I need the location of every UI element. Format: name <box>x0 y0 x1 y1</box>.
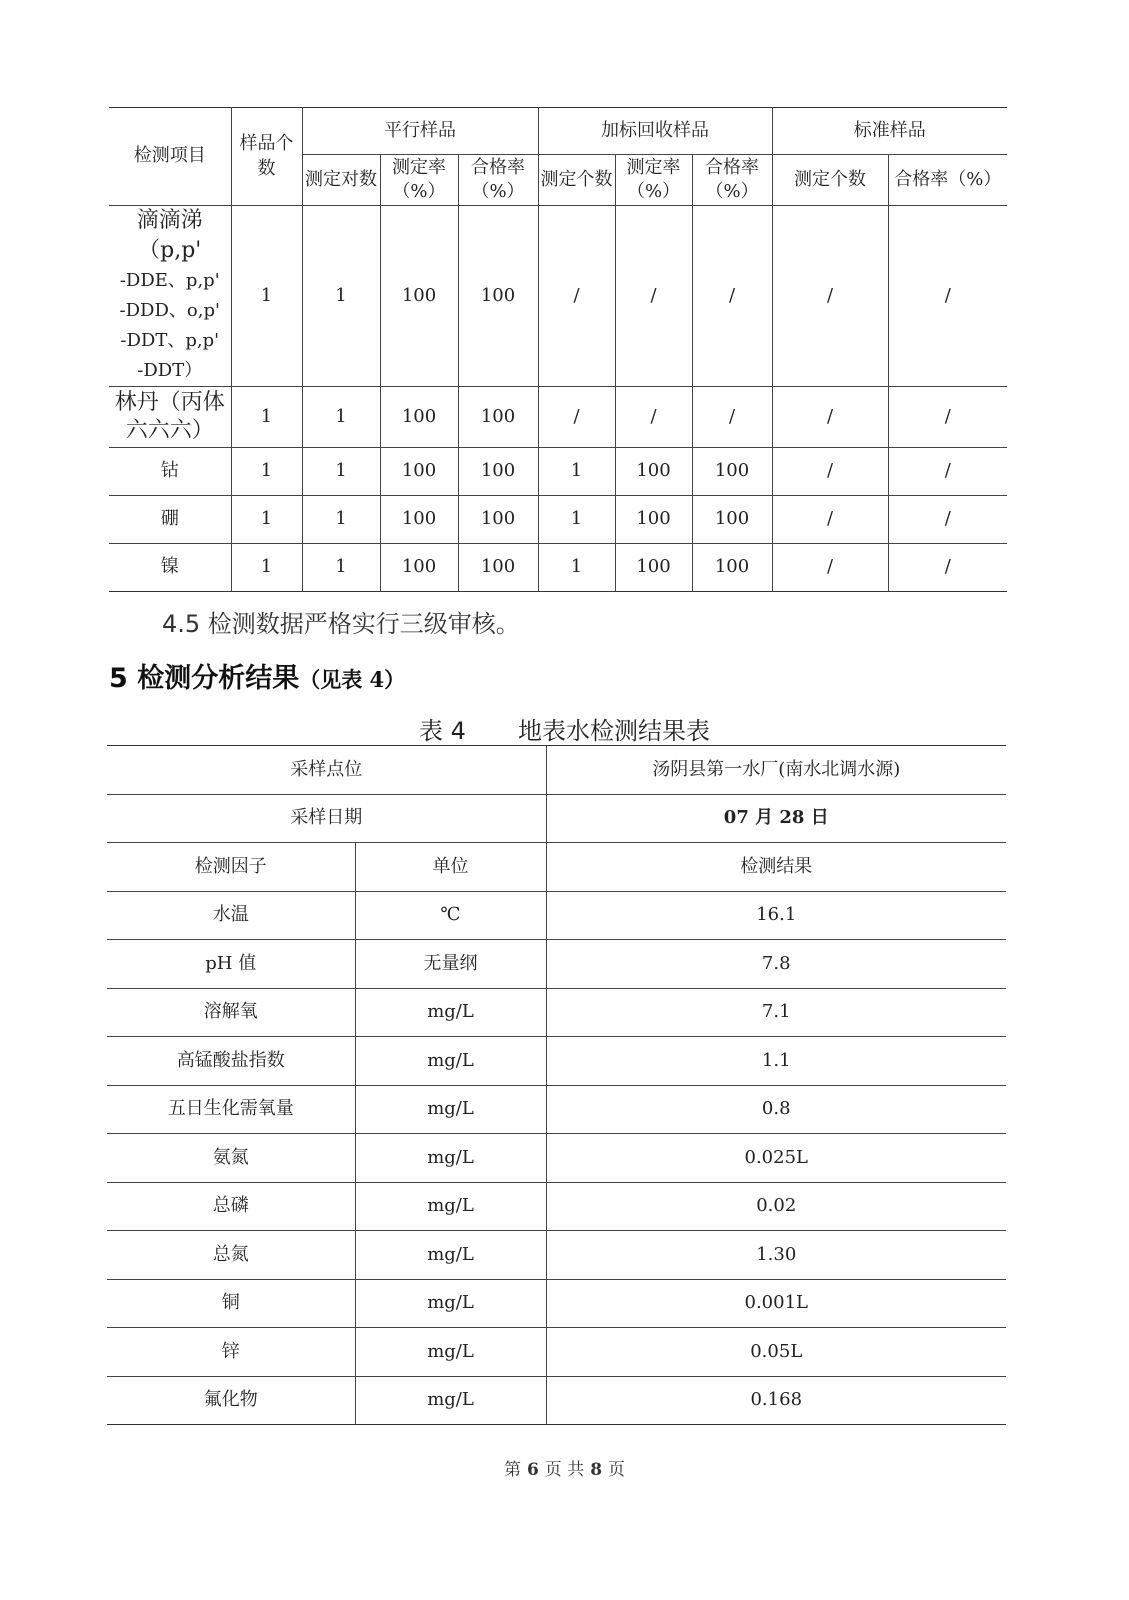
footer-suffix: 页 <box>608 1460 626 1480</box>
qc-cell: 100 <box>380 387 458 448</box>
qc-cell: / <box>692 206 772 387</box>
header-std-count: 测定个数 <box>772 155 888 206</box>
qc-cell: 100 <box>380 544 458 592</box>
result-cell: 0.168 <box>546 1376 1006 1425</box>
qc-cell: 100 <box>692 448 772 496</box>
qc-cell: 1 <box>231 496 302 544</box>
qc-item: 钴 <box>109 448 231 496</box>
unit-cell: 无量纲 <box>355 940 546 989</box>
qc-cell: 100 <box>458 448 538 496</box>
qc-cell: 100 <box>380 448 458 496</box>
table-row <box>107 1231 1006 1280</box>
factor-cell: 溶解氧 <box>107 988 355 1037</box>
qc-item: 镍 <box>109 544 231 592</box>
date-row <box>107 794 1006 843</box>
qc-cell: 100 <box>380 496 458 544</box>
unit-cell: mg/L <box>355 1279 546 1328</box>
qc-cell: / <box>615 206 692 387</box>
qc-cell: 1 <box>538 496 615 544</box>
result-cell: 7.8 <box>546 940 1006 989</box>
qc-cell: 1 <box>538 544 615 592</box>
table-row <box>107 1376 1006 1425</box>
qc-cell: / <box>772 387 888 448</box>
table-row <box>107 1182 1006 1231</box>
qc-row <box>109 206 1007 387</box>
qc-cell: 100 <box>380 206 458 387</box>
qc-cell: 100 <box>615 544 692 592</box>
table-caption <box>0 711 1129 746</box>
unit-cell: mg/L <box>355 1134 546 1183</box>
header-spike-count: 测定个数 <box>538 155 615 206</box>
result-cell: 16.1 <box>546 891 1006 940</box>
item-line: 林丹（丙体 <box>114 390 225 415</box>
result-cell: 0.001L <box>546 1279 1006 1328</box>
qc-cell: 100 <box>692 544 772 592</box>
qc-cell: 100 <box>458 206 538 387</box>
unit-cell: mg/L <box>355 1231 546 1280</box>
section-number: 5 <box>109 663 128 694</box>
table-row <box>107 1328 1006 1377</box>
factor-cell: 锌 <box>107 1328 355 1377</box>
factor-cell: 铜 <box>107 1279 355 1328</box>
header-std-pass-rate: 合格率（%） <box>888 155 1007 206</box>
result-cell: 1.1 <box>546 1037 1006 1086</box>
header-parallel: 平行样品 <box>302 108 538 155</box>
section-ref: （见表 4） <box>299 667 406 692</box>
qc-cell: / <box>888 206 1007 387</box>
factor-cell: 氟化物 <box>107 1376 355 1425</box>
col-result-header: 检测结果 <box>546 843 1006 892</box>
result-cell: 0.02 <box>546 1182 1006 1231</box>
header-standard: 标准样品 <box>772 108 1007 155</box>
item-line: -DDE、p,p' <box>119 270 220 291</box>
unit-cell: mg/L <box>355 1085 546 1134</box>
factor-cell: 五日生化需氧量 <box>107 1085 355 1134</box>
qc-cell: 1 <box>302 496 380 544</box>
qc-table <box>109 107 1007 592</box>
qc-cell: 1 <box>231 544 302 592</box>
qc-cell: 1 <box>538 448 615 496</box>
qc-cell: 1 <box>302 206 380 387</box>
table-caption-title: 地表水检测结果表 <box>517 717 710 745</box>
qc-cell: / <box>888 544 1007 592</box>
item-line: 六六六） <box>125 418 214 443</box>
qc-cell: 100 <box>615 448 692 496</box>
qc-cell: 100 <box>615 496 692 544</box>
factor-cell: 总氮 <box>107 1231 355 1280</box>
item-line: -DDT） <box>137 360 203 381</box>
result-cell: 0.05L <box>546 1328 1006 1377</box>
qc-cell: / <box>772 544 888 592</box>
footer-prefix: 第 <box>503 1460 521 1480</box>
qc-cell: / <box>888 496 1007 544</box>
qc-cell: / <box>772 206 888 387</box>
qc-cell: / <box>772 496 888 544</box>
qc-row <box>109 448 1007 496</box>
qc-cell: 1 <box>302 448 380 496</box>
qc-row <box>109 387 1007 448</box>
qc-cell: 1 <box>302 544 380 592</box>
page-footer <box>0 1455 1129 1480</box>
col-unit-header: 单位 <box>355 843 546 892</box>
qc-cell: / <box>888 387 1007 448</box>
table-row <box>107 1037 1006 1086</box>
header-pair-count: 测定对数 <box>302 155 380 206</box>
qc-cell: 100 <box>458 387 538 448</box>
unit-cell: ℃ <box>355 891 546 940</box>
column-header-row <box>107 843 1006 892</box>
qc-cell: 100 <box>458 496 538 544</box>
qc-item-lindane <box>109 387 231 448</box>
header-spike-measure-rate: 测定率（%） <box>615 155 692 206</box>
footer-total-pages: 8 <box>590 1460 603 1480</box>
result-cell: 0.8 <box>546 1085 1006 1134</box>
section-title: 检测分析结果 <box>137 663 300 694</box>
header-spike: 加标回收样品 <box>538 108 772 155</box>
unit-cell: mg/L <box>355 1037 546 1086</box>
audit-note: 4.5 检测数据严格实行三级审核。 <box>162 610 520 638</box>
qc-cell: 1 <box>231 206 302 387</box>
item-line: 滴滴涕（p,p' <box>136 208 203 263</box>
qc-item-ddt <box>109 206 231 387</box>
header-sample-count: 样品个数 <box>231 108 302 206</box>
qc-cell: 100 <box>692 496 772 544</box>
unit-cell: mg/L <box>355 1376 546 1425</box>
factor-cell: 总磷 <box>107 1182 355 1231</box>
unit-cell: mg/L <box>355 1328 546 1377</box>
results-table <box>107 745 1006 1425</box>
table-row <box>107 1134 1006 1183</box>
item-line: -DDD、o,p' <box>119 300 220 321</box>
factor-cell: 氨氮 <box>107 1134 355 1183</box>
table-row <box>107 1279 1006 1328</box>
result-cell: 7.1 <box>546 988 1006 1037</box>
unit-cell: mg/L <box>355 1182 546 1231</box>
site-row <box>107 746 1006 795</box>
date-value: 07 月 28 日 <box>546 794 1006 843</box>
unit-cell: mg/L <box>355 988 546 1037</box>
table-row <box>107 940 1006 989</box>
header-spike-pass-rate: 合格率（%） <box>692 155 772 206</box>
section-heading <box>109 656 405 695</box>
qc-row <box>109 544 1007 592</box>
qc-row <box>109 496 1007 544</box>
table-row <box>107 891 1006 940</box>
qc-cell: / <box>615 387 692 448</box>
factor-cell: pH 值 <box>107 940 355 989</box>
qc-item: 硼 <box>109 496 231 544</box>
result-cell: 0.025L <box>546 1134 1006 1183</box>
table-caption-label: 表 4 <box>419 717 466 745</box>
qc-cell: / <box>692 387 772 448</box>
footer-middle: 页 共 <box>544 1460 585 1480</box>
header-item: 检测项目 <box>109 108 231 206</box>
qc-cell: 1 <box>231 448 302 496</box>
header-pass-rate: 合格率（%） <box>458 155 538 206</box>
footer-page-number: 6 <box>526 1460 539 1480</box>
table-row <box>107 988 1006 1037</box>
qc-cell: / <box>538 387 615 448</box>
factor-cell: 高锰酸盐指数 <box>107 1037 355 1086</box>
qc-cell: 1 <box>231 387 302 448</box>
col-factor-header: 检测因子 <box>107 843 355 892</box>
qc-cell: / <box>888 448 1007 496</box>
site-label: 采样点位 <box>107 746 546 795</box>
qc-cell: 100 <box>458 544 538 592</box>
header-measure-rate: 测定率（%） <box>380 155 458 206</box>
qc-cell: 1 <box>302 387 380 448</box>
qc-cell: / <box>772 448 888 496</box>
date-label: 采样日期 <box>107 794 546 843</box>
table-row <box>107 1085 1006 1134</box>
factor-cell: 水温 <box>107 891 355 940</box>
site-value: 汤阴县第一水厂(南水北调水源) <box>546 746 1006 795</box>
item-line: -DDT、p,p' <box>120 330 220 351</box>
qc-cell: / <box>538 206 615 387</box>
result-cell: 1.30 <box>546 1231 1006 1280</box>
